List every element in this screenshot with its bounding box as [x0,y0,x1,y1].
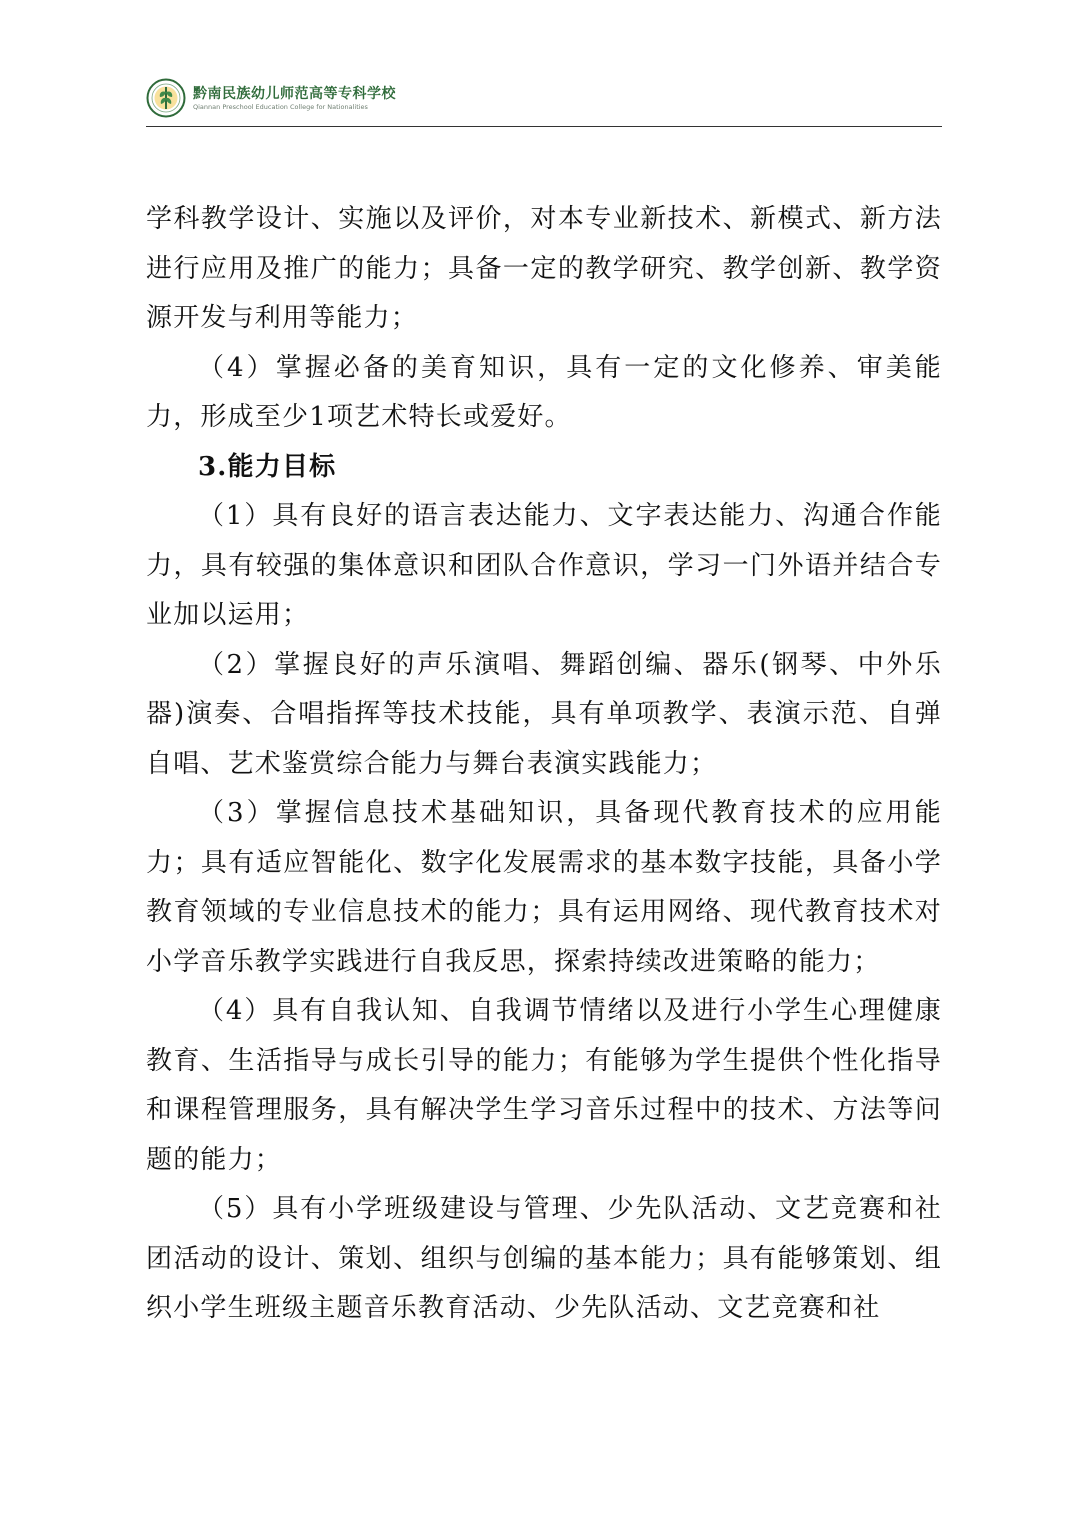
list-item-ability-2: （2）掌握良好的声乐演唱、舞蹈创编、器乐(钢琴、中外乐器)演奏、合唱指挥等技术技能，具有单项教学、表演示范、自弹自唱、艺术鉴赏综合能力与舞台表演实践能力； [146,649,942,779]
school-logo [146,78,396,118]
list-item-knowledge-4: （4）掌握必备的美育知识，具有一定的文化修养、审美能力，形成至少1项艺术特长或爱好。 [146,352,942,432]
list-item-ability-5: （5）具有小学班级建设与管理、少先队活动、文艺竞赛和社团活动的设计、策划、组织与创编的基本能力；具有能够策划、组织小学生班级主题音乐教育活动、少先队活动、文艺竞赛和社 [146,1194,942,1323]
school-name-en: Qiannan Preschool Education College for Nationalities [193,102,368,111]
list-item-ability-3: （3）掌握信息技术基础知识，具备现代教育技术的应用能力；具有适应智能化、数字化发展需求的基本数字技能，具备小学教育领域的专业信息技术的能力；具有运用网络、现代教育技术对小学音乐教学实践进行自我反思，探索持续改进策略的能力； [146,798,942,977]
header-divider [146,126,942,127]
section-heading-ability-goals: 3.能力目标 [198,451,337,482]
school-seal-icon [146,78,186,118]
paragraph-continuation: 学科教学设计、实施以及评价，对本专业新技术、新模式、新方法进行应用及推广的能力；具备一定的教学研究、教学创新、教学资源开发与利用等能力； [146,204,942,333]
page-header [146,74,942,128]
document-body [146,195,942,1334]
list-item-ability-1: （1）具有良好的语言表达能力、文字表达能力、沟通合作能力，具有较强的集体意识和团队合作意识，学习一门外语并结合专业加以运用； [146,501,942,630]
list-item-ability-4: （4）具有自我认知、自我调节情绪以及进行小学生心理健康教育、生活指导与成长引导的能力；有能够为学生提供个性化指导和课程管理服务，具有解决学生学习音乐过程中的技术、方法等问题的能力； [146,996,942,1175]
school-name-cn: 黔南民族幼儿师范高等专科学校 [193,85,396,102]
